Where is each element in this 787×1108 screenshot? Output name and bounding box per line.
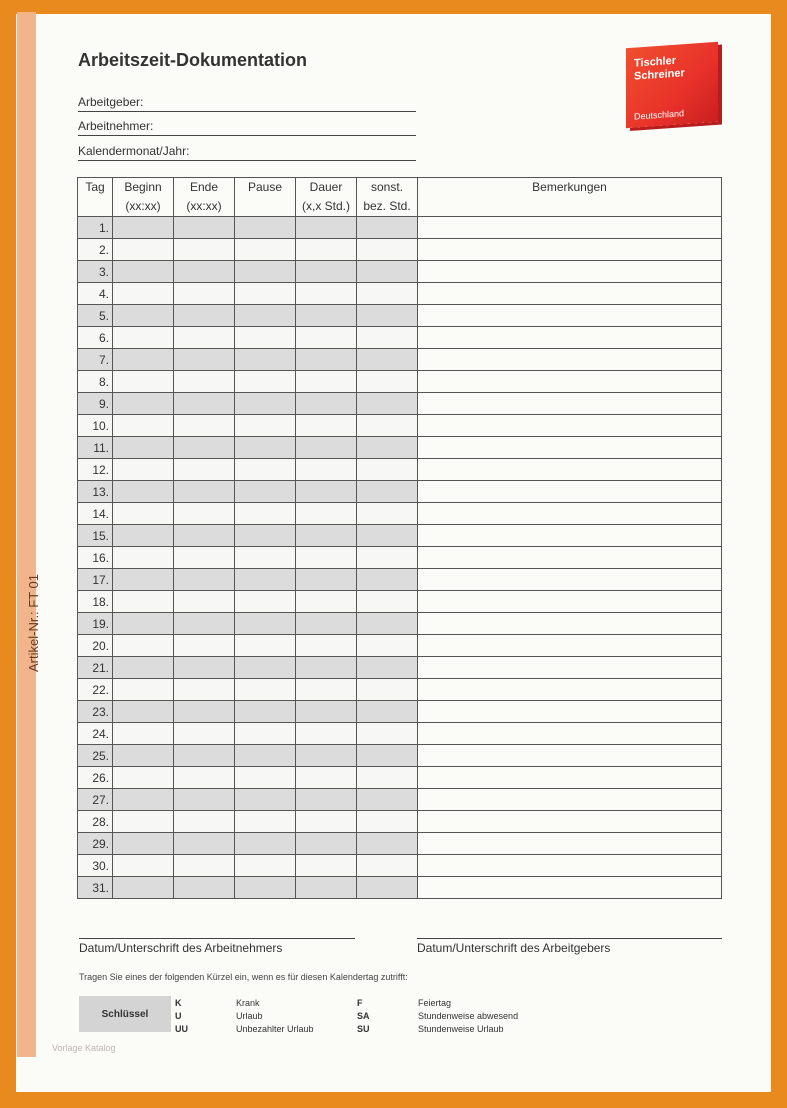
entry-cell[interactable] <box>357 547 418 569</box>
entry-cell[interactable] <box>418 437 722 459</box>
entry-cell[interactable] <box>418 701 722 723</box>
entry-cell[interactable] <box>357 305 418 327</box>
day-number: 7. <box>78 349 113 371</box>
entry-cell[interactable] <box>113 811 174 833</box>
legend-code: K U UU <box>175 998 188 1034</box>
entry-cell[interactable] <box>418 481 722 503</box>
entry-cell[interactable] <box>418 393 722 415</box>
table-row <box>78 525 722 547</box>
header-sonst: sonst. bez. Std. <box>357 178 418 217</box>
legend-text: Feiertag Stundenweise abwesend Stundenweise Urlaub <box>418 998 519 1034</box>
entry-cell[interactable] <box>296 305 357 327</box>
entry-cell[interactable] <box>235 349 296 371</box>
day-number: 12. <box>78 459 113 481</box>
entry-cell[interactable] <box>235 547 296 569</box>
entry-cell[interactable] <box>357 217 418 239</box>
day-number: 10. <box>78 415 113 437</box>
brand-logo <box>626 42 718 128</box>
entry-cell[interactable] <box>296 613 357 635</box>
entry-cell[interactable] <box>296 393 357 415</box>
entry-cell[interactable] <box>113 261 174 283</box>
table-row <box>78 613 722 635</box>
entry-cell[interactable] <box>174 745 235 767</box>
entry-cell[interactable] <box>113 723 174 745</box>
entry-cell[interactable] <box>418 371 722 393</box>
employee-field[interactable] <box>78 119 416 136</box>
entry-cell[interactable] <box>174 767 235 789</box>
table-row <box>78 723 722 745</box>
entry-cell[interactable] <box>113 855 174 877</box>
entry-cell[interactable] <box>235 745 296 767</box>
entry-cell[interactable] <box>357 767 418 789</box>
table-row <box>78 701 722 723</box>
table-row <box>78 569 722 591</box>
entry-cell[interactable] <box>418 613 722 635</box>
table-row <box>78 855 722 877</box>
entry-cell[interactable] <box>418 503 722 525</box>
entry-cell[interactable] <box>296 415 357 437</box>
employee-signature-line[interactable] <box>79 938 355 957</box>
entry-cell[interactable] <box>296 349 357 371</box>
entry-cell[interactable] <box>174 525 235 547</box>
table-row <box>78 481 722 503</box>
entry-cell[interactable] <box>296 525 357 547</box>
entry-cell[interactable] <box>418 349 722 371</box>
entry-cell[interactable] <box>296 239 357 261</box>
entry-cell[interactable] <box>113 459 174 481</box>
day-number: 17. <box>78 569 113 591</box>
entry-cell[interactable] <box>296 327 357 349</box>
table-row <box>78 261 722 283</box>
day-number: 18. <box>78 591 113 613</box>
logo-line-3: Deutschland <box>634 108 685 122</box>
entry-cell[interactable] <box>357 437 418 459</box>
day-number: 22. <box>78 679 113 701</box>
entry-cell[interactable] <box>113 217 174 239</box>
entry-cell[interactable] <box>174 635 235 657</box>
legend-code: F SA SU <box>357 998 370 1034</box>
entry-cell[interactable] <box>296 635 357 657</box>
table-row <box>78 789 722 811</box>
entry-cell[interactable] <box>235 371 296 393</box>
entry-cell[interactable] <box>357 349 418 371</box>
day-number: 5. <box>78 305 113 327</box>
entry-cell[interactable] <box>357 283 418 305</box>
day-number: 16. <box>78 547 113 569</box>
table-row <box>78 305 722 327</box>
legend-text: Krank Urlaub Unbezahlter Urlaub <box>236 998 314 1034</box>
entry-cell[interactable] <box>357 525 418 547</box>
entry-cell[interactable] <box>418 833 722 855</box>
logo-line-2: Schreiner <box>634 67 685 83</box>
entry-cell[interactable] <box>113 415 174 437</box>
day-number: 13. <box>78 481 113 503</box>
entry-cell[interactable] <box>174 239 235 261</box>
entry-cell[interactable] <box>296 547 357 569</box>
table-row <box>78 217 722 239</box>
employee-label: Arbeitnehmer: <box>78 119 154 133</box>
entry-cell[interactable] <box>296 833 357 855</box>
entry-cell[interactable] <box>235 635 296 657</box>
entry-cell[interactable] <box>113 349 174 371</box>
entry-cell[interactable] <box>174 679 235 701</box>
entry-cell[interactable] <box>235 569 296 591</box>
day-number: 3. <box>78 261 113 283</box>
entry-cell[interactable] <box>418 811 722 833</box>
entry-cell[interactable] <box>174 305 235 327</box>
entry-cell[interactable] <box>235 613 296 635</box>
entry-cell[interactable] <box>357 415 418 437</box>
entry-cell[interactable] <box>296 503 357 525</box>
entry-cell[interactable] <box>418 679 722 701</box>
table-row <box>78 371 722 393</box>
table-row <box>78 327 722 349</box>
entry-cell[interactable] <box>113 745 174 767</box>
page-title: Arbeitszeit-Dokumentation <box>78 50 308 70</box>
day-number: 4. <box>78 283 113 305</box>
entry-cell[interactable] <box>418 789 722 811</box>
entry-cell[interactable] <box>113 481 174 503</box>
entry-cell[interactable] <box>174 877 235 899</box>
day-number: 8. <box>78 371 113 393</box>
entry-cell[interactable] <box>296 679 357 701</box>
header-dauer: Dauer (x,x Std.) <box>296 178 357 217</box>
entry-cell[interactable] <box>357 327 418 349</box>
entry-cell[interactable] <box>235 415 296 437</box>
entry-cell[interactable] <box>357 855 418 877</box>
entry-cell[interactable] <box>357 393 418 415</box>
entry-cell[interactable] <box>357 701 418 723</box>
entry-cell[interactable] <box>113 305 174 327</box>
entry-cell[interactable] <box>357 371 418 393</box>
employer-field[interactable] <box>78 95 416 112</box>
table-row <box>78 437 722 459</box>
entry-cell[interactable] <box>174 789 235 811</box>
entry-cell[interactable] <box>357 613 418 635</box>
entry-cell[interactable] <box>174 283 235 305</box>
entry-cell[interactable] <box>113 591 174 613</box>
entry-cell[interactable] <box>235 503 296 525</box>
day-number: 24. <box>78 723 113 745</box>
employer-label: Arbeitgeber: <box>78 95 144 109</box>
day-number: 26. <box>78 767 113 789</box>
entry-cell[interactable] <box>418 569 722 591</box>
entry-cell[interactable] <box>174 569 235 591</box>
day-number: 29. <box>78 833 113 855</box>
entry-cell[interactable] <box>113 789 174 811</box>
entry-cell[interactable] <box>113 569 174 591</box>
entry-cell[interactable] <box>235 767 296 789</box>
table-row <box>78 415 722 437</box>
entry-cell[interactable] <box>418 239 722 261</box>
entry-cell[interactable] <box>296 459 357 481</box>
entry-cell[interactable] <box>357 635 418 657</box>
entry-cell[interactable] <box>296 767 357 789</box>
header-ende: Ende (xx:xx) <box>174 178 235 217</box>
entry-cell[interactable] <box>418 591 722 613</box>
key-label: Schlüssel <box>79 996 171 1032</box>
entry-cell[interactable] <box>235 393 296 415</box>
entry-cell[interactable] <box>357 481 418 503</box>
entry-cell[interactable] <box>296 855 357 877</box>
time-table <box>77 177 722 899</box>
entry-cell[interactable] <box>296 217 357 239</box>
entry-cell[interactable] <box>174 855 235 877</box>
table-row <box>78 459 722 481</box>
entry-cell[interactable] <box>113 283 174 305</box>
entry-cell[interactable] <box>235 283 296 305</box>
entry-cell[interactable] <box>296 723 357 745</box>
header-tag: Tag <box>78 178 113 217</box>
entry-cell[interactable] <box>357 459 418 481</box>
entry-cell[interactable] <box>174 613 235 635</box>
header-pause: Pause <box>235 178 296 217</box>
entry-cell[interactable] <box>235 525 296 547</box>
entry-cell[interactable] <box>418 723 722 745</box>
header-beginn: Beginn (xx:xx) <box>113 178 174 217</box>
entry-cell[interactable] <box>174 503 235 525</box>
entry-cell[interactable] <box>357 811 418 833</box>
entry-cell[interactable] <box>113 657 174 679</box>
entry-cell[interactable] <box>174 459 235 481</box>
day-number: 14. <box>78 503 113 525</box>
table-row <box>78 349 722 371</box>
entry-cell[interactable] <box>235 481 296 503</box>
entry-cell[interactable] <box>174 393 235 415</box>
entry-cell[interactable] <box>235 217 296 239</box>
table-row <box>78 547 722 569</box>
entry-cell[interactable] <box>235 591 296 613</box>
day-number: 30. <box>78 855 113 877</box>
entry-cell[interactable] <box>418 217 722 239</box>
entry-cell[interactable] <box>296 261 357 283</box>
entry-cell[interactable] <box>235 701 296 723</box>
entry-cell[interactable] <box>296 371 357 393</box>
entry-cell[interactable] <box>235 679 296 701</box>
header-bemerkungen: Bemerkungen <box>418 178 722 217</box>
entry-cell[interactable] <box>296 569 357 591</box>
entry-cell[interactable] <box>174 261 235 283</box>
entry-cell[interactable] <box>113 371 174 393</box>
table-row <box>78 503 722 525</box>
entry-cell[interactable] <box>296 877 357 899</box>
entry-cell[interactable] <box>235 855 296 877</box>
day-number: 6. <box>78 327 113 349</box>
entry-cell[interactable] <box>357 789 418 811</box>
table-header-row <box>78 178 722 217</box>
entry-cell[interactable] <box>418 657 722 679</box>
employer-signature-label: Datum/Unterschrift des Arbeitgebers <box>417 941 611 955</box>
table-row <box>78 811 722 833</box>
entry-cell[interactable] <box>296 591 357 613</box>
entry-cell[interactable] <box>235 723 296 745</box>
watermark <box>52 1042 116 1055</box>
entry-cell[interactable] <box>235 789 296 811</box>
entry-cell[interactable] <box>174 327 235 349</box>
table-row <box>78 833 722 855</box>
entry-cell[interactable] <box>357 591 418 613</box>
entry-cell[interactable] <box>113 701 174 723</box>
day-number: 28. <box>78 811 113 833</box>
entry-cell[interactable] <box>113 679 174 701</box>
table-row <box>78 239 722 261</box>
entry-cell[interactable] <box>235 459 296 481</box>
entry-cell[interactable] <box>174 415 235 437</box>
entry-cell[interactable] <box>235 437 296 459</box>
entry-cell[interactable] <box>296 701 357 723</box>
entry-cell[interactable] <box>357 261 418 283</box>
day-number: 20. <box>78 635 113 657</box>
side-strip <box>17 12 36 1057</box>
table-row <box>78 635 722 657</box>
entry-cell[interactable] <box>235 811 296 833</box>
month-year-label: Kalendermonat/Jahr: <box>78 144 190 158</box>
entry-cell[interactable] <box>418 855 722 877</box>
entry-cell[interactable] <box>235 239 296 261</box>
day-number: 9. <box>78 393 113 415</box>
entry-cell[interactable] <box>418 283 722 305</box>
entry-cell[interactable] <box>113 239 174 261</box>
day-number: 11. <box>78 437 113 459</box>
table-row <box>78 745 722 767</box>
entry-cell[interactable] <box>418 327 722 349</box>
month-year-field[interactable] <box>78 144 416 161</box>
entry-cell[interactable] <box>418 305 722 327</box>
entry-cell[interactable] <box>174 481 235 503</box>
entry-cell[interactable] <box>174 437 235 459</box>
entry-cell[interactable] <box>357 503 418 525</box>
table-row <box>78 393 722 415</box>
article-number: Artikel-Nr.: FT 01 <box>26 573 41 672</box>
entry-cell[interactable] <box>296 789 357 811</box>
table-row <box>78 679 722 701</box>
entry-cell[interactable] <box>296 437 357 459</box>
day-number: 1. <box>78 217 113 239</box>
day-number: 15. <box>78 525 113 547</box>
entry-cell[interactable] <box>357 723 418 745</box>
entry-cell[interactable] <box>113 503 174 525</box>
entry-cell[interactable] <box>174 371 235 393</box>
entry-cell[interactable] <box>418 877 722 899</box>
employer-signature-line[interactable] <box>417 938 722 957</box>
entry-cell[interactable] <box>174 349 235 371</box>
entry-cell[interactable] <box>235 305 296 327</box>
table-row <box>78 591 722 613</box>
entry-cell[interactable] <box>174 701 235 723</box>
table-row <box>78 767 722 789</box>
logo-line-1: Tischler <box>634 54 676 70</box>
entry-cell[interactable] <box>113 437 174 459</box>
entry-cell[interactable] <box>174 657 235 679</box>
entry-cell[interactable] <box>113 547 174 569</box>
entry-cell[interactable] <box>418 745 722 767</box>
table-row <box>78 283 722 305</box>
entry-cell[interactable] <box>174 217 235 239</box>
day-number: 19. <box>78 613 113 635</box>
entry-cell[interactable] <box>357 239 418 261</box>
entry-cell[interactable] <box>418 459 722 481</box>
entry-cell[interactable] <box>174 547 235 569</box>
entry-cell[interactable] <box>113 613 174 635</box>
entry-cell[interactable] <box>174 811 235 833</box>
entry-cell[interactable] <box>357 657 418 679</box>
entry-cell[interactable] <box>296 745 357 767</box>
day-number: 2. <box>78 239 113 261</box>
entry-cell[interactable] <box>235 261 296 283</box>
entry-cell[interactable] <box>235 657 296 679</box>
entry-cell[interactable] <box>113 877 174 899</box>
entry-cell[interactable] <box>113 327 174 349</box>
table-row <box>78 877 722 899</box>
entry-cell[interactable] <box>357 569 418 591</box>
entry-cell[interactable] <box>357 679 418 701</box>
entry-cell[interactable] <box>296 481 357 503</box>
table-row <box>78 657 722 679</box>
entry-cell[interactable] <box>418 525 722 547</box>
entry-cell[interactable] <box>357 877 418 899</box>
entry-cell[interactable] <box>113 525 174 547</box>
legend-instruction: Tragen Sie eines der folgenden Kürzel ein, wenn es für diesen Kalendertag zutrifft: <box>79 972 408 982</box>
entry-cell[interactable] <box>357 745 418 767</box>
watermark-line: Vorlage Katalog <box>52 1043 116 1053</box>
entry-cell[interactable] <box>357 833 418 855</box>
day-number: 31. <box>78 877 113 899</box>
entry-cell[interactable] <box>174 723 235 745</box>
entry-cell[interactable] <box>113 393 174 415</box>
day-number: 25. <box>78 745 113 767</box>
entry-cell[interactable] <box>418 415 722 437</box>
entry-cell[interactable] <box>418 261 722 283</box>
day-number: 23. <box>78 701 113 723</box>
entry-cell[interactable] <box>418 635 722 657</box>
entry-cell[interactable] <box>418 547 722 569</box>
entry-cell[interactable] <box>296 657 357 679</box>
entry-cell[interactable] <box>235 833 296 855</box>
entry-cell[interactable] <box>235 327 296 349</box>
employee-signature-label: Datum/Unterschrift des Arbeitnehmers <box>79 941 283 955</box>
entry-cell[interactable] <box>235 877 296 899</box>
entry-cell[interactable] <box>113 635 174 657</box>
entry-cell[interactable] <box>418 767 722 789</box>
entry-cell[interactable] <box>113 767 174 789</box>
day-number: 21. <box>78 657 113 679</box>
entry-cell[interactable] <box>296 811 357 833</box>
day-number: 27. <box>78 789 113 811</box>
entry-cell[interactable] <box>174 591 235 613</box>
entry-cell[interactable] <box>174 833 235 855</box>
entry-cell[interactable] <box>296 283 357 305</box>
entry-cell[interactable] <box>113 833 174 855</box>
